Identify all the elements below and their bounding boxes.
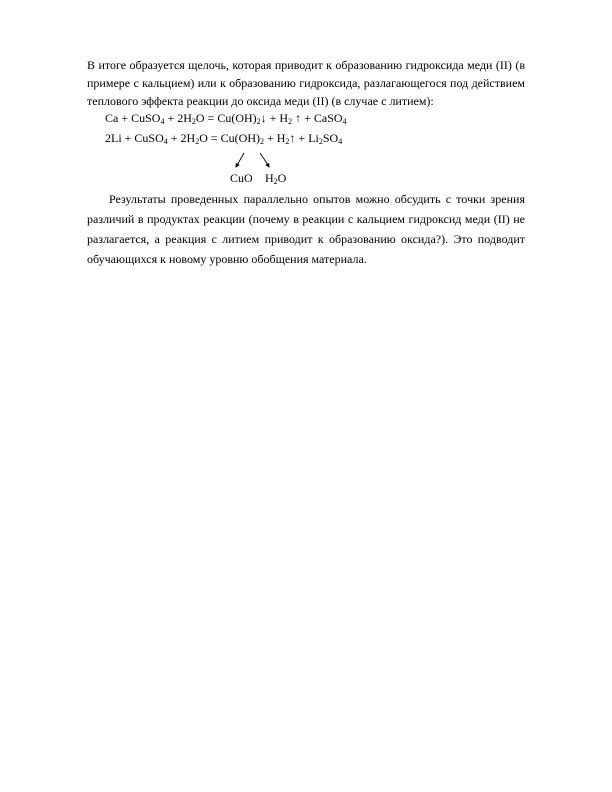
eq1-sub: 2	[288, 117, 293, 126]
product-h2o	[265, 171, 286, 185]
eq1-part: ↑ + CaSO	[292, 111, 343, 125]
paragraph-intro: В итоге образуется щелочь, которая приводит к образованию гидроксида меди (II) (в примере с кальцием) или к образованию гидроксида, разлагающегося под действием теплового эффекта реакции до оксида меди (II) (в случае с литием):	[87, 58, 525, 108]
eq1-sub: 2	[191, 117, 196, 126]
eq1-sub: 4	[342, 117, 347, 126]
eq2-sub: 2	[195, 137, 200, 146]
eq1-part: ↓ + H	[260, 111, 289, 125]
h2o-sub: 2	[273, 177, 278, 186]
eq2-part: 2Li + CuSO	[105, 131, 164, 145]
eq2-part: O = Cu(OH)	[199, 131, 260, 145]
text-block-2	[87, 189, 525, 269]
eq2-sub: 2	[318, 137, 323, 146]
arrow-to-cuo	[236, 153, 244, 167]
eq2-part: + 2H	[167, 131, 196, 145]
eq2-sub: 4	[338, 137, 343, 146]
equation-lithium	[105, 131, 342, 145]
arrow-to-h2o	[260, 153, 269, 167]
eq2-part: ↑ + Li	[289, 131, 319, 145]
eq2-sub: 4	[163, 137, 168, 146]
h2o-part: O	[277, 171, 287, 185]
h2o-part: H	[265, 171, 274, 185]
product-cuo: CuO	[230, 171, 253, 185]
eq1-sub: 4	[160, 117, 165, 126]
equation-calcium	[105, 111, 347, 125]
text-block-1	[87, 56, 525, 110]
eq1-sub: 2	[256, 117, 261, 126]
eq1-part: O = Cu(OH)	[195, 111, 257, 125]
eq2-sub: 2	[259, 137, 264, 146]
eq1-part: + 2H	[164, 111, 192, 125]
eq2-part: SO	[322, 131, 339, 145]
eq1-part: Ca + CuSO	[105, 111, 161, 125]
eq2-part: + H	[263, 131, 286, 145]
eq2-sub: 2	[285, 137, 290, 146]
paragraph-discussion: Результаты проведенных параллельно опытов можно обсудить с точки зрения различий в продуктах реакции (почему в реакции с кальцием гидроксид меди (II) не разлагается, а реакция с литием приводит к образованию оксида?). Это подводит обучающихся к новому уровню обобщения материала.	[87, 192, 525, 266]
decomposition-arrows	[228, 150, 278, 172]
